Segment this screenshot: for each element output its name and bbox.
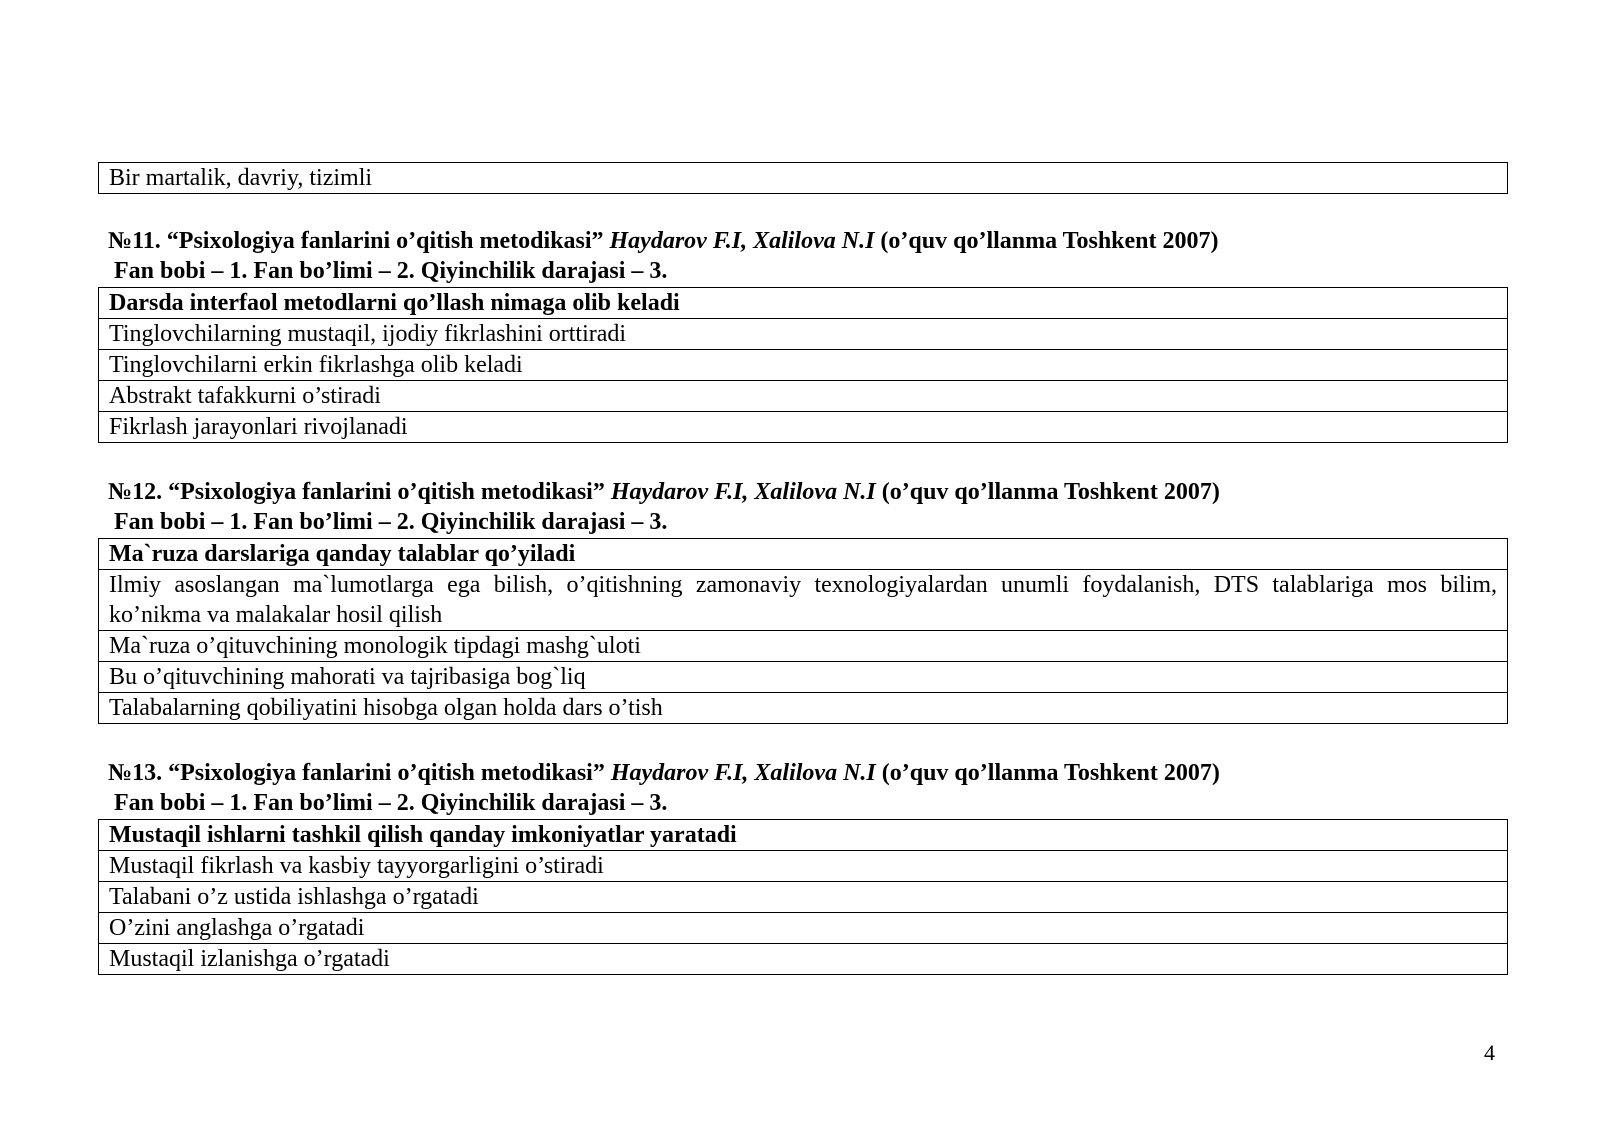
- question-meta-11: Fan bobi – 1. Fan bo’limi – 2. Qiyinchilik darajasi – 3.: [114, 258, 668, 284]
- table-row: [99, 350, 1508, 381]
- book-authors: Haydarov F.I, Xalilova N.I: [610, 760, 876, 786]
- table-row: [99, 163, 1508, 194]
- question-number: №11.: [108, 228, 161, 254]
- book-source: (o’quv qo’llanma Toshkent 2007): [880, 228, 1219, 254]
- question-meta-13: Fan bobi – 1. Fan bo’limi – 2. Qiyinchilik darajasi – 3.: [114, 790, 668, 816]
- table-row: [99, 288, 1508, 319]
- question-heading-12: [108, 477, 1220, 507]
- book-source: (o’quv qo’llanma Toshkent 2007): [881, 479, 1220, 505]
- table-row: [99, 539, 1508, 570]
- question-heading-13: [108, 758, 1220, 788]
- table-row: [99, 662, 1508, 693]
- book-title: “Psixologiya fanlarini o’qitish metodikasi”: [168, 760, 605, 786]
- table-row: [99, 412, 1508, 443]
- answer-cell: Tinglovchilarning mustaqil, ijodiy fikrlashini orttiradi: [99, 319, 1508, 350]
- book-authors: Haydarov F.I, Xalilova N.I: [609, 228, 875, 254]
- question-table-11: [98, 287, 1508, 443]
- question-number: №13.: [108, 760, 163, 786]
- table-row: [99, 820, 1508, 851]
- question-table-12: [98, 538, 1508, 724]
- book-source: (o’quv qo’llanma Toshkent 2007): [881, 760, 1220, 786]
- table-row: [99, 882, 1508, 913]
- page-number: 4: [1484, 1040, 1495, 1065]
- table-row: [99, 381, 1508, 412]
- table-row: [99, 319, 1508, 350]
- answer-cell: Bu o’qituvchining mahorati va tajribasiga bog`liq: [99, 662, 1508, 693]
- answer-cell: Bir martalik, davriy, tizimli: [99, 163, 1508, 194]
- top-answer-table: [98, 162, 1508, 194]
- table-row: [99, 570, 1508, 631]
- book-title: “Psixologiya fanlarini o’qitish metodikasi”: [168, 479, 605, 505]
- table-row: [99, 693, 1508, 724]
- question-number: №12.: [108, 479, 163, 505]
- question-cell: Mustaqil ishlarni tashkil qilish qanday imkoniyatlar yaratadi: [99, 820, 1508, 851]
- answer-cell: Ilmiy asoslangan ma`lumotlarga ega bilish, o’qitishning zamonaviy texnologiyalardan unumli foydalanish, DTS talablariga mos bilim, ko’nikma va malakalar hosil qilish: [99, 570, 1508, 631]
- answer-cell: Abstrakt tafakkurni o’stiradi: [99, 381, 1508, 412]
- book-authors: Haydarov F.I, Xalilova N.I: [610, 479, 876, 505]
- table-row: [99, 944, 1508, 975]
- answer-cell: Talabani o’z ustida ishlashga o’rgatadi: [99, 882, 1508, 913]
- answer-cell: Ma`ruza o’qituvchining monologik tipdagi mashg`uloti: [99, 631, 1508, 662]
- question-heading-11: [108, 226, 1219, 256]
- question-cell: Darsda interfaol metodlarni qo’llash nimaga olib keladi: [99, 288, 1508, 319]
- answer-cell: O’zini anglashga o’rgatadi: [99, 913, 1508, 944]
- book-title: “Psixologiya fanlarini o’qitish metodikasi”: [166, 228, 604, 254]
- table-row: [99, 913, 1508, 944]
- question-cell: Ma`ruza darslariga qanday talablar qo’yiladi: [99, 539, 1508, 570]
- question-meta-12: Fan bobi – 1. Fan bo’limi – 2. Qiyinchilik darajasi – 3.: [114, 509, 668, 535]
- table-row: [99, 851, 1508, 882]
- question-table-13: [98, 819, 1508, 975]
- answer-cell: Fikrlash jarayonlari rivojlanadi: [99, 412, 1508, 443]
- answer-cell: Mustaqil izlanishga o’rgatadi: [99, 944, 1508, 975]
- answer-cell: Mustaqil fikrlash va kasbiy tayyorgarligini o’stiradi: [99, 851, 1508, 882]
- answer-cell: Talabalarning qobiliyatini hisobga olgan holda dars o’tish: [99, 693, 1508, 724]
- table-row: [99, 631, 1508, 662]
- answer-cell: Tinglovchilarni erkin fikrlashga olib keladi: [99, 350, 1508, 381]
